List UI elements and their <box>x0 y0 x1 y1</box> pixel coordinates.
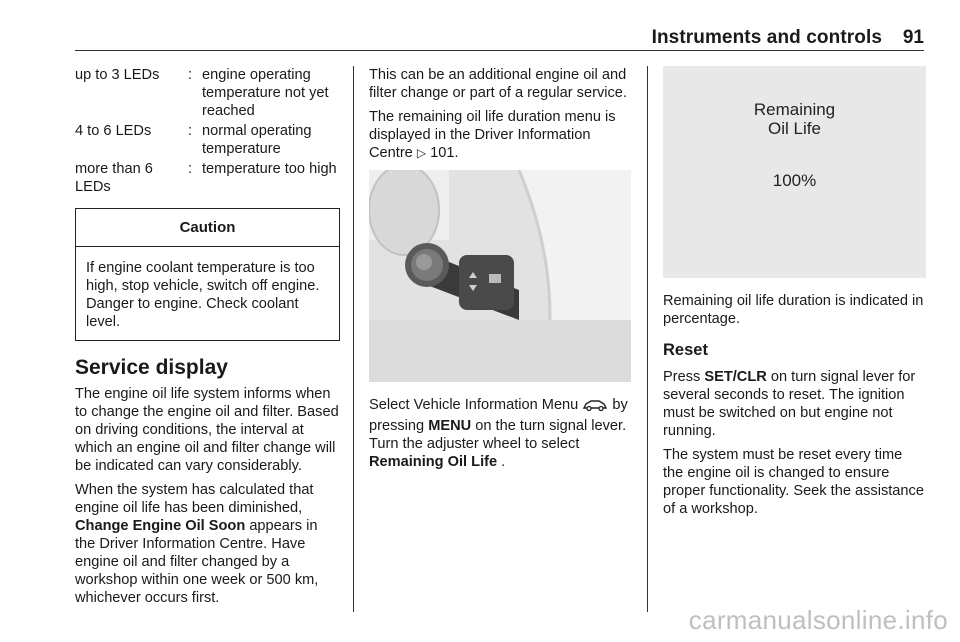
service-paragraph-1: The engine oil life system informs when to change the engine oil and filter. Based on driving conditions, the interval at which an engine oil and filter change will be indicated can vary considerably. <box>75 386 339 474</box>
col2-paragraph-3 <box>369 396 634 471</box>
separator: : <box>188 123 193 139</box>
page-number: 91 <box>902 27 924 48</box>
text: on turn signal lever for several seconds to reset. The ignition must be switched on but engine not running. <box>663 369 916 439</box>
caution-body: If engine coolant temperature is too high, stop vehicle, switch off engine. Danger to engine. Check coolant level. <box>86 260 320 330</box>
text: The remaining oil life duration menu is displayed in the Driver Information Centre <box>369 109 616 161</box>
turn-signal-lever-illustration <box>369 170 631 382</box>
display-title-line-1: Remaining <box>753 100 836 119</box>
text: by pressing <box>369 397 628 434</box>
table-row <box>75 160 340 198</box>
column-3 <box>663 66 926 524</box>
watermark: carmanualsonline.info <box>688 605 948 635</box>
reset-paragraph <box>663 368 926 440</box>
display-title-line-2: Oil Life <box>768 119 821 138</box>
set-clr-label: SET/CLR <box>704 369 767 385</box>
page-reference: 101. <box>426 145 459 161</box>
caution-title: Caution <box>76 209 339 247</box>
text: on the turn signal lever. Turn the adjuster wheel to select <box>369 418 627 452</box>
oil-life-value: 100% <box>772 171 817 190</box>
menu-button-label: MENU <box>428 418 472 434</box>
table-row <box>75 122 340 160</box>
led-count: 4 to 6 LEDs <box>75 123 152 139</box>
text: When the system has calculated that engine oil life has been diminished, <box>75 482 314 516</box>
vehicle-icon <box>582 398 608 417</box>
column-divider <box>647 66 648 612</box>
table-row <box>75 66 340 122</box>
led-meaning: engine operating temperature not yet reached <box>202 67 329 119</box>
col2-paragraph-1: This can be an additional engine oil and filter change or part of a regular service. <box>369 67 627 101</box>
separator: : <box>188 67 193 83</box>
column-divider <box>353 66 354 612</box>
display-title <box>663 100 926 138</box>
separator: : <box>188 161 193 177</box>
led-count: up to 3 LEDs <box>75 67 160 83</box>
column-1 <box>75 66 340 613</box>
text: Press <box>663 369 705 385</box>
col3-paragraph-3: The system must be reset every time the engine oil is changed to ensure proper functionality. Seek the assistance of a workshop. <box>663 447 924 517</box>
led-temperature-table <box>75 66 340 198</box>
led-meaning: normal operating temperature <box>202 123 312 157</box>
led-count: more than 6 LEDs <box>75 161 153 195</box>
text: . <box>497 454 506 470</box>
message-change-engine-oil-soon: Change Engine Oil Soon <box>75 518 246 534</box>
column-2 <box>369 66 634 477</box>
reset-heading: Reset <box>663 341 708 359</box>
page-reference-icon: ▷ <box>416 146 427 160</box>
service-paragraph-2 <box>75 481 340 607</box>
oil-life-display <box>663 66 926 278</box>
page-header-title: Instruments and controls <box>651 27 882 48</box>
caution-box <box>75 208 340 341</box>
header-rule <box>75 50 924 51</box>
col2-paragraph-2 <box>369 108 634 162</box>
text: appears in the Driver Information Centre. Have engine oil and filter changed by a workshop within one week or 500 km, whichever occurs first. <box>75 518 319 606</box>
led-meaning: temperature too high <box>202 161 337 177</box>
col3-paragraph-1: Remaining oil life duration is indicated in percentage. <box>663 293 924 327</box>
text: Select Vehicle Information Menu <box>369 397 583 413</box>
remaining-oil-life-label: Remaining Oil Life <box>369 454 498 470</box>
service-display-heading: Service display <box>75 356 228 379</box>
turn-signal-lever-photo <box>369 170 631 382</box>
